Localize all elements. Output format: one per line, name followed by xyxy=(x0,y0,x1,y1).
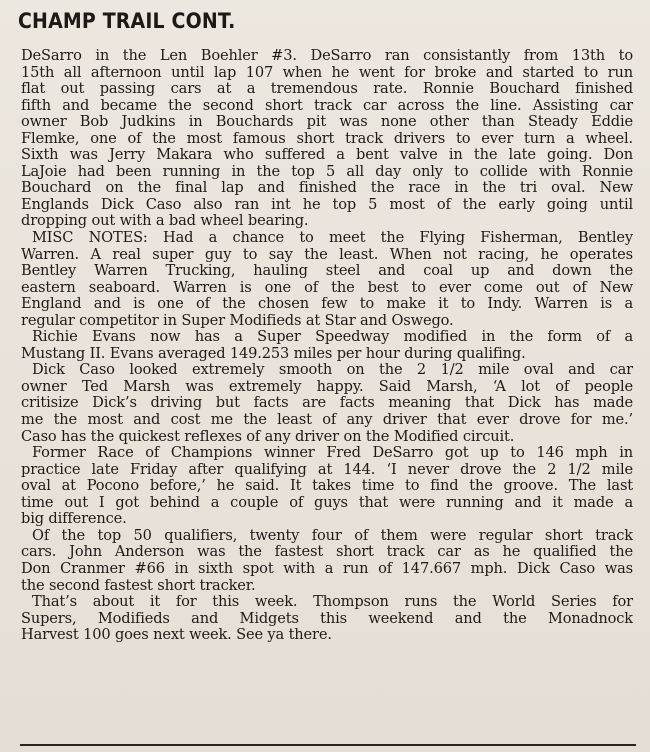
article-line: England and is one of the chosen few to make it to Indy. Warren is a xyxy=(21,296,633,313)
article-line: Bouchard on the final lap and finished the race in the tri oval. New xyxy=(21,180,633,197)
article-line: Of the top 50 qualifiers, twenty four of them were regular short track xyxy=(32,527,633,544)
article-line: Bentley Warren Trucking, hauling steel and coal up and down the xyxy=(21,263,633,280)
article-line: Englands Dick Caso also ran int he top 5 most of the early going until xyxy=(21,196,633,213)
article-line: time out I got behind a couple of guys that were running and it made a xyxy=(21,494,633,511)
article-line: Sixth was Jerry Makara who suffered a bent valve in the late going. Don xyxy=(21,147,633,164)
article-line: Harvest 100 goes next week. See ya there. xyxy=(21,627,332,644)
article-line: critisize Dick’s driving but facts are facts meaning that Dick has made xyxy=(21,395,633,412)
bottom-rule xyxy=(20,744,636,746)
article-body xyxy=(21,48,633,644)
article-line: dropping out with a bad wheel bearing. xyxy=(21,213,309,230)
article-line: DeSarro in the Len Boehler #3. DeSarro ran consistantly from 13th to xyxy=(21,48,633,64)
article-line: Warren. A real super guy to say the least. When not racing, he operates xyxy=(21,246,633,263)
article-line: Dick Caso looked extremely smooth on the 2 1/2 mile oval and car xyxy=(32,362,633,379)
article-line: Flemke, one of the most famous short track drivers to ever turn a wheel. xyxy=(21,130,633,147)
article-line: Caso has the quickest reflexes of any driver on the Modified circuit. xyxy=(21,428,515,445)
article-line: practice late Friday after qualifying at 144. ‘I never drove the 2 1/2 mile xyxy=(21,461,633,478)
article-line: That’s about it for this week. Thompson runs the World Series for xyxy=(32,594,633,611)
article-line: LaJoie had been running in the top 5 all day only to collide with Ronnie xyxy=(21,163,633,180)
article-line: regular competitor in Super Modifieds at Star and Oswego. xyxy=(21,312,454,329)
article-line: owner Bob Judkins in Bouchards pit was none other than Steady Eddie xyxy=(21,114,633,131)
article-line: me the most and cost me the least of any driver that ever drove for me.’ xyxy=(21,412,633,429)
article-line: Richie Evans now has a Super Speedway modified in the form of a xyxy=(32,329,633,346)
article-line: big difference. xyxy=(21,511,127,528)
article-line: flat out passing cars at a tremendous rate. Ronnie Bouchard finished xyxy=(21,81,633,98)
article-line: fifth and became the second short track car across the line. Assisting car xyxy=(21,97,633,114)
article-line: Supers, Modifieds and Midgets this weekend and the Monadnock xyxy=(21,610,633,627)
article-line: Don Cranmer #66 in sixth spot with a run of 147.667 mph. Dick Caso was xyxy=(21,560,633,577)
headline: CHAMP TRAIL CONT. xyxy=(18,9,236,34)
article-line: owner Ted Marsh was extremely happy. Said Marsh, ‘A lot of people xyxy=(21,378,633,395)
article-line: oval at Pocono before,’ he said. It takes time to find the groove. The last xyxy=(21,478,633,495)
article-line: Mustang II. Evans averaged 149.253 miles per hour during qualifing. xyxy=(21,345,526,362)
article-line: cars. John Anderson was the fastest short track car as he qualified the xyxy=(21,544,633,561)
article-line: eastern seaboard. Warren is one of the best to ever come out of New xyxy=(21,279,633,296)
article-line: the second fastest short tracker. xyxy=(21,577,256,594)
article-line: Former Race of Champions winner Fred DeSarro got up to 146 mph in xyxy=(32,445,633,462)
article-line: MISC NOTES: Had a chance to meet the Flying Fisherman, Bentley xyxy=(32,230,633,247)
article-line: 15th all afternoon until lap 107 when he went for broke and started to run xyxy=(21,64,633,81)
